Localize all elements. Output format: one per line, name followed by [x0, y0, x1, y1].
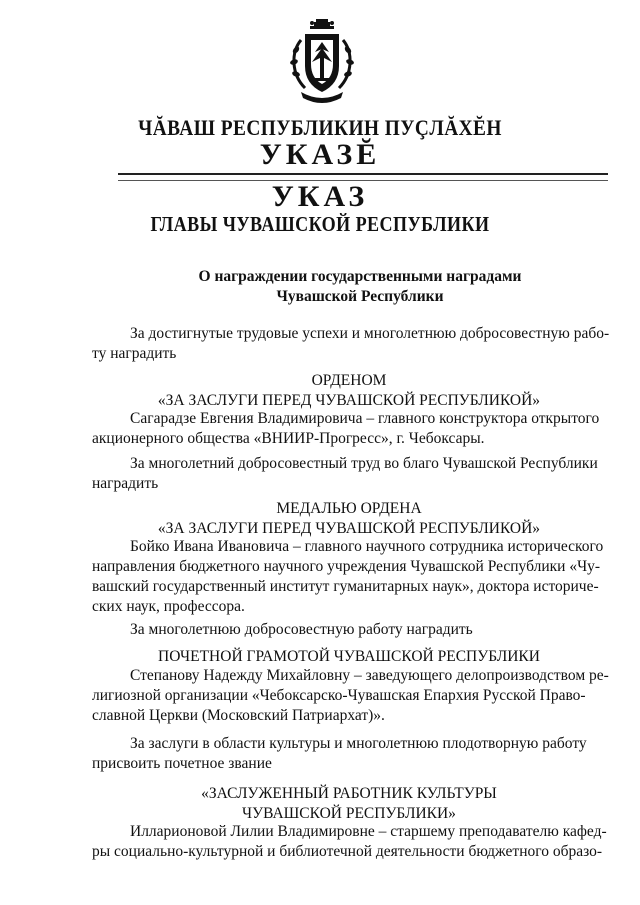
- award-heading-4: [92, 784, 606, 824]
- recipient-paragraph-4: [92, 822, 606, 862]
- person-2-line-1: Бойко Ивана Ивановича – главного научного сотрудника исторического: [130, 538, 604, 555]
- intro-1-line-2: ту наградить: [92, 345, 177, 362]
- person-3-line-1: Степанову Надежду Михайловну – заведующего делопроизводством ре-: [130, 667, 609, 684]
- intro-3-line-1: За многолетнюю добросовестную работу наградить: [130, 621, 473, 638]
- award-heading-1: [92, 371, 606, 411]
- award-1-line-1: ОРДЕНОМ: [311, 372, 387, 389]
- russian-header-line: ГЛАВЫ ЧУВАШСКОЙ РЕСПУБЛИКИ: [150, 212, 490, 236]
- intro-4-line-2: присвоить почетное звание: [92, 755, 272, 772]
- coat-of-arms-emblem-icon: [287, 18, 357, 108]
- russian-decree-word: УКАЗ: [271, 180, 369, 213]
- intro-1-line-1: За достигнутые трудовые успехи и многолетнюю добросовестную рабо-: [130, 325, 610, 342]
- person-4-line-2: ры социально-культурной и библиотечной деятельности бюджетного образо-: [92, 843, 603, 860]
- person-3-line-3: славной Церкви (Московский Патриархат)».: [92, 707, 385, 724]
- intro-paragraph-2: [92, 454, 606, 494]
- intro-paragraph-1: [92, 324, 610, 364]
- intro-paragraph-3: [92, 620, 606, 640]
- chuvash-decree-word: УКАЗĔ: [259, 138, 381, 171]
- recipient-paragraph-1: [92, 409, 606, 449]
- recipient-paragraph-3: [92, 666, 609, 726]
- award-1-line-2: «ЗА ЗАСЛУГИ ПЕРЕД ЧУВАШСКОЙ РЕСПУБЛИКОЙ»: [157, 392, 541, 409]
- person-2-line-3: вашский государственный институт гуманитарных наук», доктора историче-: [92, 578, 599, 595]
- award-2-line-2: «ЗА ЗАСЛУГИ ПЕРЕД ЧУВАШСКОЙ РЕСПУБЛИКОЙ»: [157, 520, 541, 537]
- person-1-line-1: Сагарадзе Евгения Владимировича – главного конструктора открытого: [130, 410, 600, 427]
- decree-title: [160, 267, 560, 307]
- person-2-line-2: направления бюджетного научного учреждения Чувашской Республики «Чу-: [92, 558, 601, 575]
- award-2-line-1: МЕДАЛЬЮ ОРДЕНА: [276, 500, 422, 517]
- intro-paragraph-4: [92, 734, 606, 774]
- person-2-line-4: ских наук, профессора.: [92, 598, 245, 615]
- person-4-line-1: Илларионовой Лилии Владимировне – старшему преподавателю кафед-: [130, 823, 607, 840]
- award-3-line-1: ПОЧЕТНОЙ ГРАМОТОЙ ЧУВАШСКОЙ РЕСПУБЛИКИ: [158, 648, 540, 665]
- recipient-paragraph-2: [92, 537, 606, 617]
- award-heading-3: [92, 647, 606, 667]
- decree-title-line-2: Чувашской Республики: [276, 288, 444, 305]
- decree-title-line-1: О награждении государственными наградами: [198, 268, 522, 285]
- intro-2-line-2: наградить: [92, 475, 159, 492]
- award-4-line-1: «ЗАСЛУЖЕННЫЙ РАБОТНИК КУЛЬТУРЫ: [201, 785, 497, 802]
- intro-2-line-1: За многолетний добросовестный труд во благо Чувашской Республики: [130, 455, 598, 472]
- intro-4-line-1: За заслуги в области культуры и многолетнюю плодотворную работу: [130, 735, 587, 752]
- person-3-line-2: лигиозной организации «Чебоксарско-Чувашская Епархия Русской Право-: [92, 687, 586, 704]
- award-4-line-2: ЧУВАШСКОЙ РЕСПУБЛИКИ»: [242, 805, 456, 822]
- chuvash-header-line: ЧĂВАШ РЕСПУБЛИКИН ПУÇЛĂХĔН: [138, 115, 502, 140]
- award-heading-2: [92, 499, 606, 539]
- person-1-line-2: акционерного общества «ВНИИР-Прогресс», г. Чебоксары.: [92, 430, 485, 447]
